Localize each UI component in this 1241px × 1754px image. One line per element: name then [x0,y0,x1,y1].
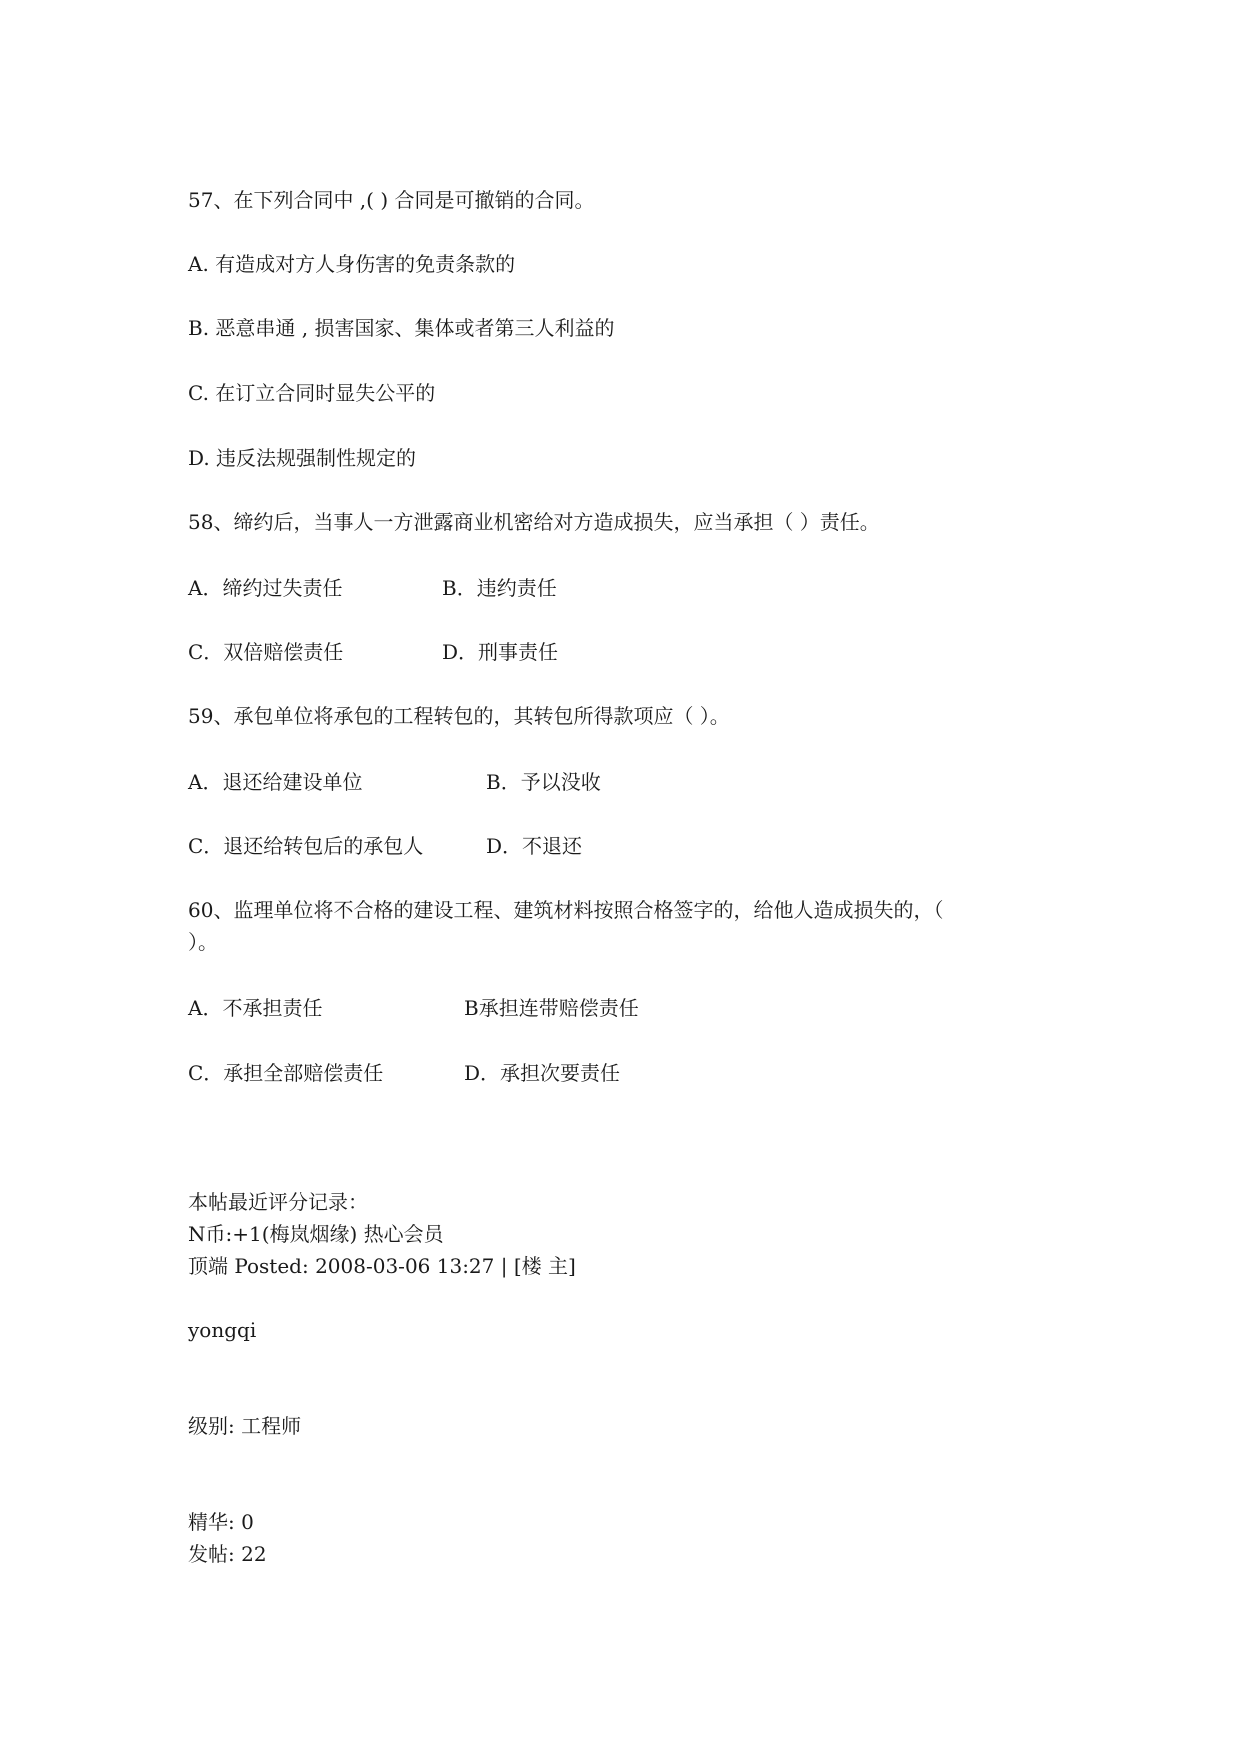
q60-row-ab [188,996,639,1020]
q59-option-a: A．退还给建设单位 [188,770,363,794]
q59-row-cd [188,834,583,858]
user-level: 级别: 工程师 [188,1414,302,1438]
q58-option-c: C．双倍赔偿责任 [188,640,344,664]
q57-option-d: D. 违反法规强制性规定的 [188,446,417,470]
user-essence: 精华: 0 [188,1510,254,1534]
q60-row-cd [188,1061,621,1085]
q59-stem: 59、承包单位将承包的工程转包的，其转包所得款项应（ ）。 [188,704,730,728]
q59-option-b: B．予以没收 [486,770,601,794]
rating-title: 本帖最近评分记录： [188,1190,368,1214]
q59-option-c: C．退还给转包后的承包人 [188,834,424,858]
q57-option-c: C. 在订立合同时显失公平的 [188,381,436,405]
q60-option-d: D．承担次要责任 [464,1061,621,1085]
q59-option-d: D．不退还 [486,834,583,858]
q60-option-a: A．不承担责任 [188,996,323,1020]
q60-stem-line2: ）。 [188,930,218,954]
q59-row-ab [188,770,601,794]
q57-stem: 57、在下列合同中 ,( ) 合同是可撤销的合同。 [188,188,595,212]
q60-stem-line1: 60、监理单位将不合格的建设工程、建筑材料按照合格签字的，给他人造成损失的，（ [188,898,944,922]
q60-option-b: B承担连带赔偿责任 [464,996,639,1020]
q58-option-d: D．刑事责任 [442,640,559,664]
q58-option-b: B．违约责任 [442,576,557,600]
q58-row-cd [188,640,559,664]
user-post-count: 发帖: 22 [188,1542,267,1566]
q57-option-b: B. 恶意串通 , 损害国家、集体或者第三人利益的 [188,316,615,340]
q58-option-a: A．缔约过失责任 [188,576,343,600]
rating-entry: N币:+1(梅岚烟缘) 热心会员 [188,1222,444,1246]
q60-option-c: C．承担全部赔偿责任 [188,1061,384,1085]
q58-stem: 58、缔约后，当事人一方泄露商业机密给对方造成损失，应当承担（ ）责任。 [188,510,880,534]
username: yongqi [188,1318,257,1342]
q58-row-ab [188,576,557,600]
q57-option-a: A. 有造成对方人身伤害的免责条款的 [188,252,516,276]
post-meta: 顶端 Posted: 2008-03-06 13:27 | [楼 主] [188,1254,576,1278]
